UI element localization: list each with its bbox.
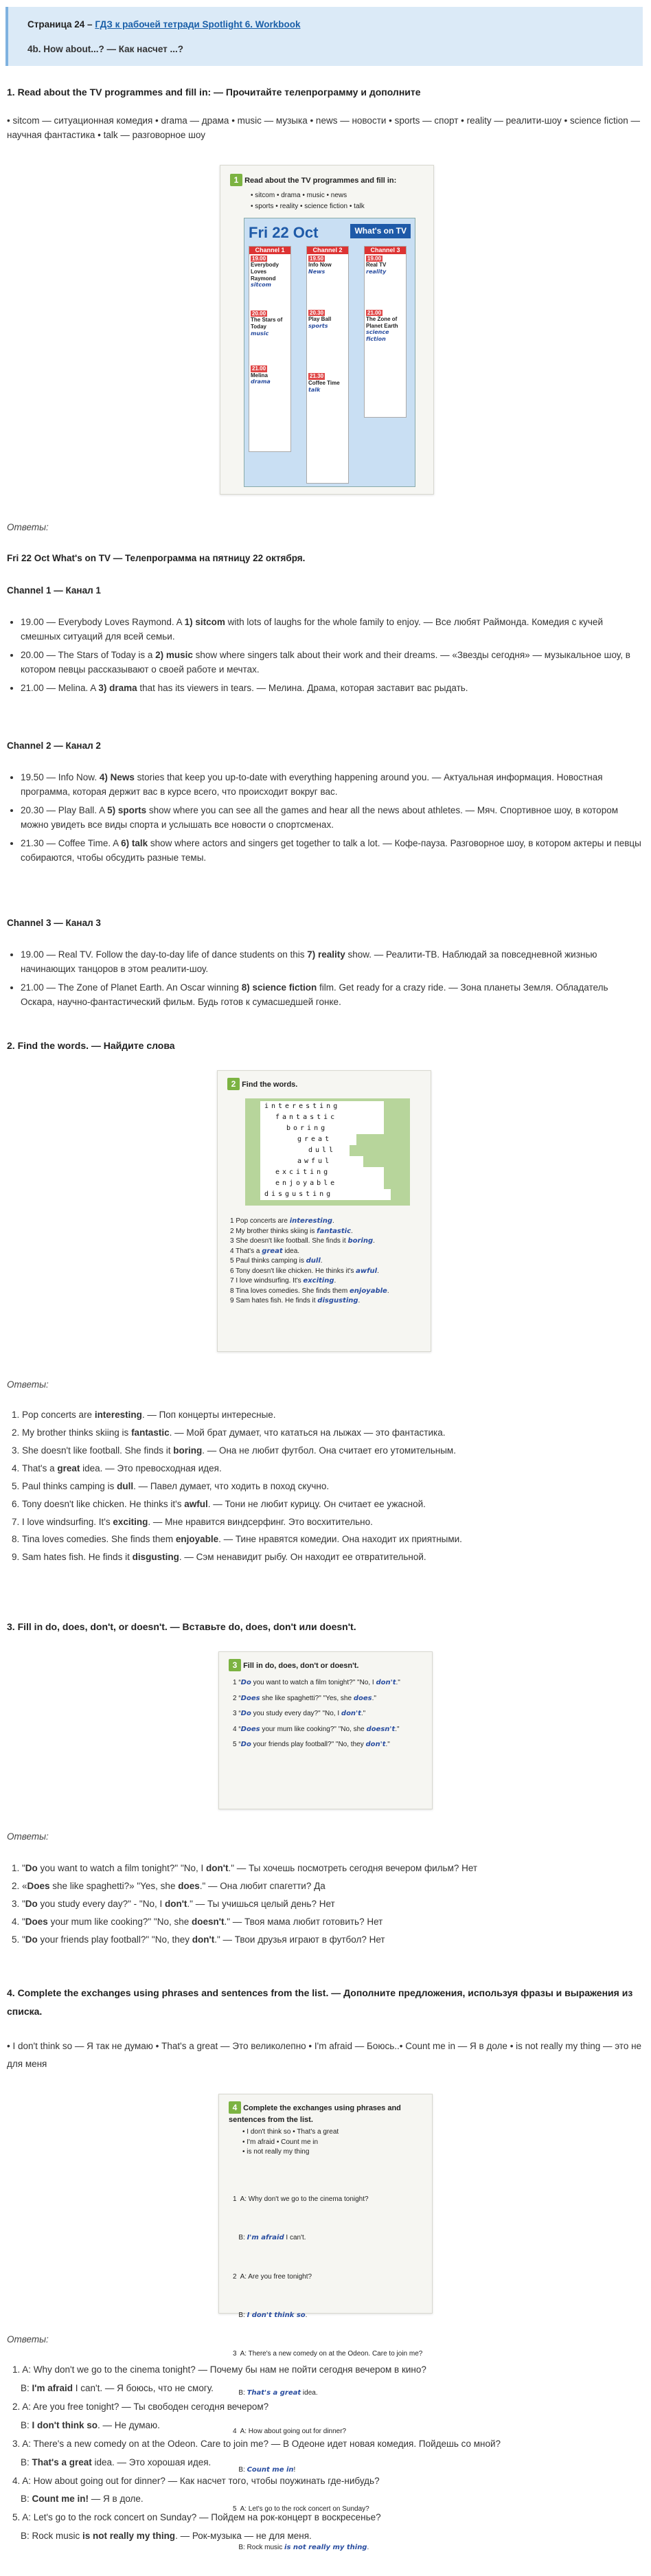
ch1-answer3: drama xyxy=(251,379,271,385)
ch2-prog3: Coffee Time xyxy=(308,379,340,386)
book3-lines xyxy=(233,1678,425,1756)
ch2-answer1: News xyxy=(308,268,326,275)
grid-row: exciting xyxy=(260,1167,384,1178)
book4-line: B: Rock music is not really my thing. xyxy=(233,2543,369,2551)
workbook-image-task2 xyxy=(217,1070,431,1352)
task4-title: 4. Complete the exchanges using phrases and sentences from the list. — Дополните предложения, используя фразы и выражения из списка. xyxy=(7,1987,633,2017)
channel-3-header: Channel 3 xyxy=(365,247,406,254)
task1-answers-label: Ответы: xyxy=(7,522,49,532)
workbook-image-task1 xyxy=(220,165,434,495)
list-item: • 19.00 — Everybody Loves Raymond. A 1) sitcom with lots of laughs for the whole family to enjoy. — Все любят Раймонда. Комедия с кучей смешных ситуаций для всей семьи. xyxy=(21,615,644,644)
list-item: 9. Sam hates fish. He finds it disgusting. — Сэм ненавидит рыбу. Он находит ее отвратительной. xyxy=(22,1550,644,1565)
book4-line: 1 A: Why don't we go to the cinema tonight? xyxy=(233,2195,369,2203)
channel2-title: Channel 2 — Канал 2 xyxy=(7,741,101,751)
ch1-answer2: music xyxy=(251,330,269,337)
task2-answers-list xyxy=(7,1408,644,1568)
book4-line: B: I don't think so. xyxy=(233,2311,308,2319)
list-item: 2. «Does she like spaghetti?» "Yes, she does." — Она любит спагетти? Да xyxy=(22,1879,644,1894)
ch2-prog1: Info Now xyxy=(308,262,332,269)
ch3-time2: 21.00 xyxy=(367,309,382,316)
book4-line: B: Count me in! xyxy=(233,2466,296,2474)
tv-guide xyxy=(244,218,415,487)
task3-answers-list xyxy=(7,1862,644,1951)
task4-answers-list xyxy=(7,2363,644,2548)
task4-vocab: • I don't think so — Я так не думаю • That's a great — Это великолепно • I'm afraid — Боюсь..• Count me in — Я в доле • is not really my thing — это не для меня xyxy=(7,2041,642,2069)
workbook-link[interactable]: ГДЗ к рабочей тетради Spotlight 6. Workbook xyxy=(95,19,301,30)
task2-title: 2. Find the words. — Найдите слова xyxy=(7,1040,175,1051)
ch1-time2: 20.00 xyxy=(252,310,266,317)
list-item: • 20.00 — The Stars of Today is a 2) music show where singers talk about their work and their dreams. — «Звезды сегодня» — музыкальное шоу, в котором певцы рассказывают о своей работе и мечтах. xyxy=(21,648,644,677)
list-item: 8. Tina loves comedies. She finds them enjoyable. — Тине нравятся комедии. Она находит их приятными. xyxy=(22,1533,644,1547)
book2-sentence: 9 Sam hates fish. He finds it disgusting. xyxy=(230,1297,361,1304)
ch3-time1: 19.00 xyxy=(367,255,382,262)
list-item: 4. That's a great idea. — Это превосходная идея. xyxy=(22,1462,644,1476)
grid-row: disgusting xyxy=(260,1189,391,1200)
book1-words1: • sitcom • drama • music • news xyxy=(251,192,347,199)
ch2-time2: 20.30 xyxy=(310,309,324,316)
channel-2-header: Channel 2 xyxy=(307,247,348,254)
book3-number: 3 xyxy=(229,1659,241,1671)
book2-number: 2 xyxy=(227,1078,240,1090)
book4-line: B: I'm afraid I can't. xyxy=(233,2234,306,2242)
list-item: 5. Paul thinks camping is dull. — Павел думает, что ходить в поход скучно. xyxy=(22,1480,644,1494)
book2-sentence: 7 I love windsurfing. It's exciting. xyxy=(230,1277,336,1285)
book3-line: 4 “Does your mum like cooking?" "No, she doesn't." xyxy=(233,1725,400,1733)
book4-line: 5 A: Let's go to the rock concert on Sunday? xyxy=(233,2505,369,2513)
book2-sentence: 8 Tina loves comedies. She finds them enjoyable. xyxy=(230,1287,389,1295)
dialog-line-a: 2. A: Are you free tonight? — Ты свободен сегодня вечером? xyxy=(12,2401,269,2412)
book3-line: 1 “Do you want to watch a film tonight?" "No, I don't." xyxy=(233,1679,400,1686)
book1-number: 1 xyxy=(230,174,242,186)
header-breadcrumb xyxy=(27,18,300,32)
tv-channel-3 xyxy=(364,246,407,418)
book2-instruction-line xyxy=(227,1078,297,1091)
ch1-time1: 19.00 xyxy=(252,255,266,262)
channel1-title: Channel 1 — Канал 1 xyxy=(7,585,101,596)
tv-guide-columns xyxy=(249,246,412,484)
book3-line: 2 “Does she like spaghetti?" "Yes, she does." xyxy=(233,1694,376,1702)
book2-sentence: 2 My brother thinks skiing is fantastic. xyxy=(230,1227,353,1235)
workbook-image-task3 xyxy=(218,1651,433,1809)
list-item: 6. Tony doesn't like chicken. He thinks it's awful. — Тони не любит курицу. Он считает ее ужасной. xyxy=(22,1498,644,1512)
book2-sentence: 5 Paul thinks camping is dull. xyxy=(230,1257,323,1265)
book4-number: 4 xyxy=(229,2101,241,2114)
grid-row: fantastic xyxy=(260,1112,384,1123)
ch1-prog2: The Stars of Today xyxy=(251,317,283,330)
tv-channel-2 xyxy=(306,246,349,484)
book1-instruction: Read about the TV programmes and fill in: xyxy=(244,177,397,185)
book4-list-item: • I don't think so • That's a great xyxy=(242,2128,339,2136)
header-prefix: Страница 24 – xyxy=(27,19,95,30)
list-item: • 21.00 — Melina. A 3) drama that has its viewers in tears. — Мелина. Драма, которая заставит вас рыдать. xyxy=(21,681,644,696)
task1-heading: Fri 22 Oct What's on TV — Телепрограмма на пятницу 22 октября. xyxy=(7,553,306,563)
list-item: 1. Pop concerts are interesting. — Поп концерты интересные. xyxy=(22,1408,644,1423)
dialog-line-b: B: Count me in! — Я в доле. xyxy=(21,2494,144,2505)
channel2-list xyxy=(7,771,644,870)
channel-1-header: Channel 1 xyxy=(249,247,290,254)
list-item: 7. I love windsurfing. It's exciting. — Мне нравится виндсерфинг. Это восхитительно. xyxy=(22,1515,644,1530)
list-item: 5. "Do your friends play football?" "No, they don't." — Твои друзья играют в футбол? Нет xyxy=(22,1933,644,1947)
ch1-answer1: sitcom xyxy=(251,282,271,289)
task3-title: 3. Fill in do, does, don't, or doesn't. — Вставьте do, does, don't или doesn't. xyxy=(7,1621,356,1632)
book4-list xyxy=(242,2127,339,2158)
ch2-time1: 19.50 xyxy=(310,255,324,262)
task4-answers-label: Ответы: xyxy=(7,2334,49,2345)
book4-line: 3 A: There's a new comedy on at the Odeon. Care to join me? xyxy=(233,2350,423,2358)
dialog-line-a: 3. A: There's a new comedy on at the Odeon. Care to join me? — В Одеоне идет новая комедия. Пойдешь со мной? xyxy=(12,2438,501,2449)
list-item: • 19.50 — Info Now. 4) News stories that keep you up-to-date with everything happening around you. — Актуальная информация. Новостная программа, которая держит вас в курсе всего, что происходит вокруг вас. xyxy=(21,771,644,800)
ch3-prog2: The Zone of Planet Earth xyxy=(366,316,398,329)
dialog-line-b: B: That's a great idea. — Это хорошая идея. xyxy=(21,2456,212,2467)
dialog-line-a: 5. A: Let's go to the rock concert on Sunday? — Пойдем на рок-концерт в воскресенье? xyxy=(12,2512,381,2523)
list-item: • 20.30 — Play Ball. A 5) sports show where you can see all the games and hear all the news about athletes. — Мяч. Спортивное шоу, в котором можно увидеть все виды спорта и услышать все новости о спортсменах. xyxy=(21,804,644,833)
task2-answers-label: Ответы: xyxy=(7,1379,49,1390)
task1-title: 1. Read about the TV programmes and fill in: — Прочитайте телепрограмму и дополните xyxy=(7,87,421,98)
ch2-prog2: Play Ball xyxy=(308,316,332,323)
header-subtitle: 4b. How about...? — Как насчет ...? xyxy=(27,44,184,54)
dialog-line-a: 1. A: Why don't we go to the cinema tonight? — Почему бы нам не пойти сегодня вечером в кино? xyxy=(12,2364,426,2375)
channel1-list xyxy=(7,615,644,700)
grid-row: interesting xyxy=(260,1101,384,1112)
tv-channel-1 xyxy=(249,246,291,452)
list-item: 1. "Do you want to watch a film tonight?" "No, I don't." — Ты хочешь посмотреть сегодня вечером фильм? Нет xyxy=(22,1862,644,1876)
book3-instruction-line xyxy=(229,1659,358,1672)
grid-row: great xyxy=(260,1134,356,1145)
book3-line: 5 “Do your friends play football?" "No, they don't." xyxy=(233,1741,390,1748)
task1-vocab: • sitcom — ситуационная комедия • drama — драма • music — музыка • news — новости • sports — спорт • reality — реалити-шоу • science fiction — научная фантастика • talk — разговорное шоу xyxy=(7,115,640,140)
tv-guide-date: Fri 22 Oct xyxy=(249,224,319,241)
list-item: 3. "Do you study every day?" - "No, I don't." — Ты учишься целый день? Нет xyxy=(22,1897,644,1912)
book4-line: B: That's a great idea. xyxy=(233,2388,318,2397)
wordsearch-rows xyxy=(260,1101,391,1200)
dialog-line-b: B: I don't think so. — Не думаю. xyxy=(21,2419,160,2430)
dialog-line-b: B: I'm afraid I can't. — Я боюсь, что не смогу. xyxy=(21,2382,214,2393)
book2-sentence: 3 She doesn't like football. She finds it boring. xyxy=(230,1237,375,1245)
book1-instruction-line xyxy=(230,174,396,187)
book4-instruction: Complete the exchanges using phrases and sentences from the list. xyxy=(229,2104,401,2125)
ch1-prog3: Melina xyxy=(251,372,268,379)
ch3-prog1: Real TV xyxy=(366,262,387,269)
book2-sentences xyxy=(230,1217,429,1307)
ch2-time3: 21.30 xyxy=(310,373,324,380)
ch2-answer2: sports xyxy=(308,322,328,329)
book4-list-item: • I'm afraid • Count me in xyxy=(242,2138,319,2146)
channel3-title: Channel 3 — Канал 3 xyxy=(7,918,101,928)
ch2-answer3: talk xyxy=(308,386,321,393)
dialog-line-a: 4. A: How about going out for dinner? — Как насчет того, чтобы поужинать где-нибудь? xyxy=(12,2475,380,2486)
grid-row: dull xyxy=(260,1145,350,1156)
list-item: 2. My brother thinks skiing is fantastic. — Мой брат думает, что кататься на лыжах — это фантастика. xyxy=(22,1426,644,1440)
ch1-time3: 21.00 xyxy=(252,365,266,372)
tv-guide-whats-on: What's on TV xyxy=(350,224,411,238)
book3-instruction: Fill in do, does, don't or doesn't. xyxy=(243,1662,359,1670)
ch3-answer2: science fiction xyxy=(366,329,389,342)
book2-sentence: 1 Pop concerts are interesting. xyxy=(230,1217,334,1225)
book4-line: 2 A: Are you free tonight? xyxy=(233,2272,312,2281)
list-item: 3. She doesn't like football. She finds it boring. — Она не любит футбол. Она считает его утомительным. xyxy=(22,1444,644,1458)
grid-row: awful xyxy=(260,1156,363,1167)
ch1-prog1: Everybody Loves Raymond xyxy=(251,262,279,282)
book4-instruction-line xyxy=(229,2101,421,2126)
book4-list-item: • is not really my thing xyxy=(242,2148,310,2156)
ch3-answer1: reality xyxy=(366,268,387,275)
grid-row: boring xyxy=(260,1123,384,1134)
list-item: 4. "Does your mum like cooking?" "No, she doesn't." — Твоя мама любит готовить? Нет xyxy=(22,1915,644,1930)
book3-line: 3 “Do you study every day?" "No, I don't." xyxy=(233,1710,366,1717)
list-item: • 19.00 — Real TV. Follow the day-to-day life of dance students on this 7) reality show. — Реалити-ТВ. Наблюдай за повседневной жизнью начинающих танцоров в этом реалити-шоу. xyxy=(21,948,644,977)
list-item: • 21.30 — Coffee Time. A 6) talk show where actors and singers get together to talk a lot. — Кофе-пауза. Разговорное шоу, в котором актеры и певцы собираются, чтобы обсудить разные темы. xyxy=(21,837,644,866)
book2-instruction: Find the words. xyxy=(242,1081,298,1089)
book1-words2: • sports • reality • science fiction • talk xyxy=(251,203,365,210)
grid-row: enjoyable xyxy=(260,1178,384,1189)
task3-answers-label: Ответы: xyxy=(7,1831,49,1842)
dialog-line-b: B: Rock music is not really my thing. — Рок-музыка — не для меня. xyxy=(21,2531,312,2542)
book4-line: 4 A: How about going out for dinner? xyxy=(233,2427,347,2435)
book2-sentence: 4 That's a great idea. xyxy=(230,1247,300,1255)
list-item: • 21.00 — The Zone of Planet Earth. An Oscar winning 8) science fiction film. Get ready for a crazy ride. — Зона планеты Земля. Обладатель Оскара, научно-фантастический фильм. Будь готов к сумасшедшей гонке. xyxy=(21,981,644,1010)
page-header xyxy=(5,7,643,66)
channel3-list xyxy=(7,948,644,1014)
book2-sentence: 6 Tony doesn't like chicken. He thinks it's awful. xyxy=(230,1267,379,1275)
